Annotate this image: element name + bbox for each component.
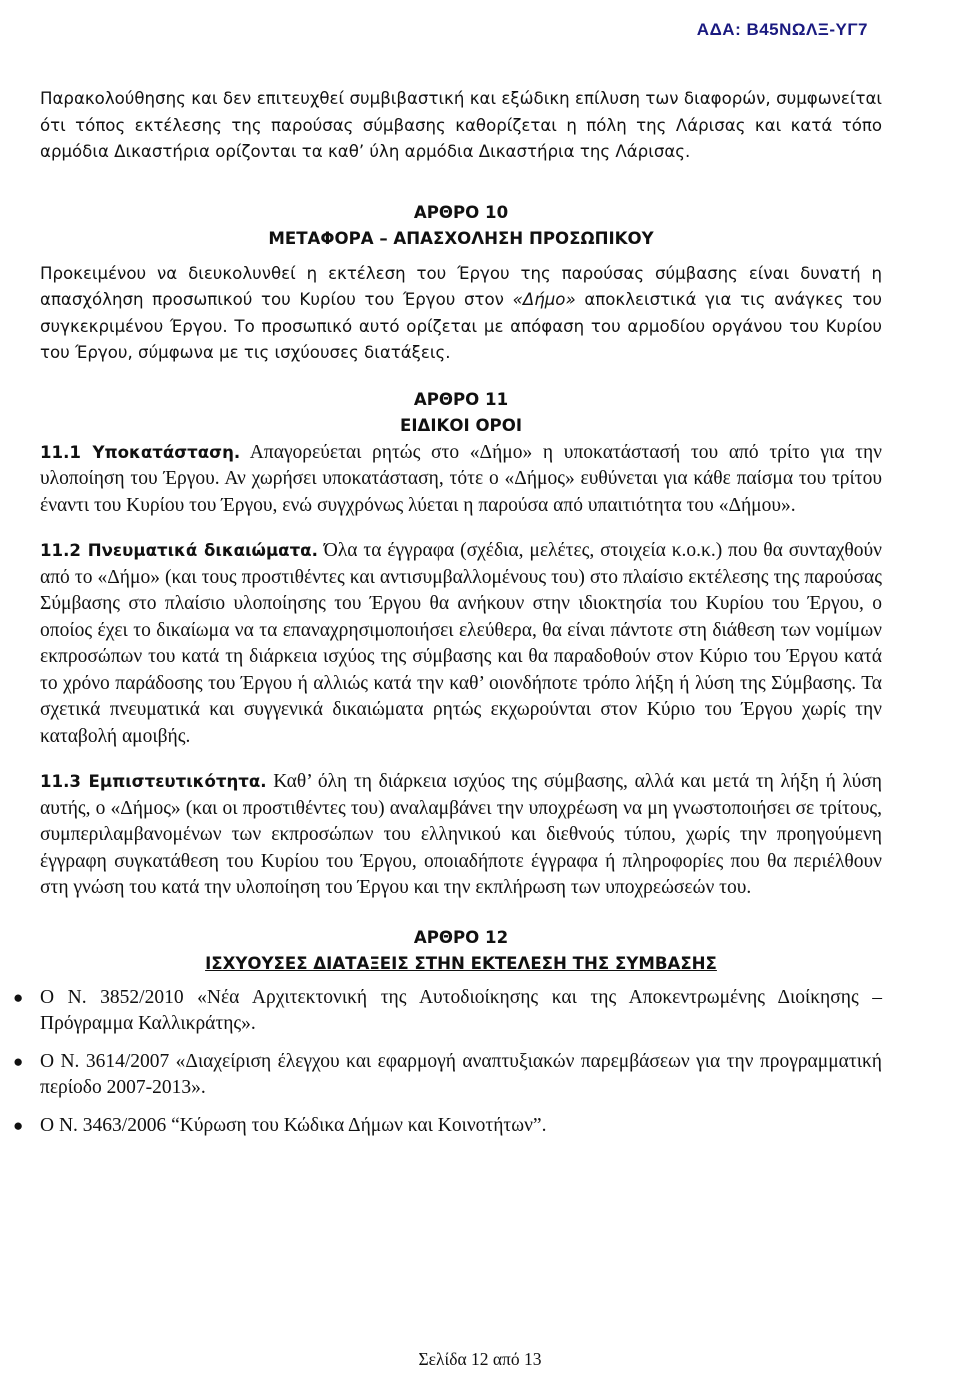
bullet-icon: ● bbox=[13, 987, 24, 1007]
intro-paragraph: Παρακολούθησης και δεν επιτευχθεί συμβιβαστική και εξώδικη επίλυση των διαφορών, συμφωνείται ότι τόπος εκτέλεσης της παρούσας σύμβασης καθορίζεται η πόλη της Λάρισας και κατά τόπο αρμόδια Δικαστήρια ορίζονται τα καθ’ ύλη αρμόδια Δικαστήρια της Λάρισας. bbox=[40, 89, 882, 161]
article-10-text-before: Προκειμένου να διευκολυνθεί η εκτέλεση του Έργου της παρούσας σύμβασης είναι δυνατή η απασχόληση προσωπικού του Κυρίου του Έργου στον bbox=[40, 263, 882, 309]
article-10-text-after: αποκλειστικά για τις ανάγκες του συγκεκριμένου Έργου. Το προσωπικό αυτό ορίζεται με απόφαση του αρμοδίου οργάνου του Κυρίου του Έργου, σύμφωνα με τις ισχύουσες διατάξεις. bbox=[40, 290, 882, 362]
article-10-paragraph bbox=[40, 261, 882, 367]
legislation-list bbox=[13, 985, 882, 1140]
article-12-heading: ΑΡΘΡΟ 12 bbox=[413, 927, 509, 947]
article-11-heading: ΑΡΘΡΟ 11 bbox=[413, 389, 509, 409]
document-body bbox=[13, 86, 882, 1139]
article-11-3-title: 11.3 Εμπιστευτικότητα. bbox=[40, 772, 267, 791]
ada-code: ΑΔΑ: Β45ΝΩΛΞ-ΥΓ7 bbox=[696, 20, 868, 39]
bullet-icon: ● bbox=[13, 1051, 24, 1071]
article-10-subheading: ΜΕΤΑΦΟΡΑ – ΑΠΑΣΧΟΛΗΣΗ ΠΡΟΣΩΠΙΚΟΥ bbox=[268, 229, 654, 248]
article-11-2-title: 11.2 Πνευματικά δικαιώματα. bbox=[40, 541, 318, 560]
article-11-2-text: Όλα τα έγγραφα (σχέδια, μελέτες, στοιχεία κ.ο.κ.) που θα συνταχθούν από το «Δήμο» (και τους προστιθέντες και αντισυμβαλλομένους του) στο πλαίσιο εκτέλεσης της παρούσας Σύμβασης στο πλαίσιο υλοποίησης του Έργου θα ανήκουν στην ιδιοκτησία του Κυρίου του Έργου, ο οποίος έχει το δικαίωμα να τα επαναχρησιμοποιήσει ελεύθερα, θα είναι πάντοτε στη διάθεση των νομίμων εκπροσώπων του κατά τη διάρκεια ισχύος της σύμβασης και θα παραδοθούν στον Κύριο του Έργου κατά το χρόνο παράδοσης του Έργου ή αλλιώς κατά την καθ’ οιονδήποτε τρόπο λήξη ή λύση της Σύμβασης. Τα σχετικά πνευματικά και συγγενικά δικαιώματα ρητώς εκχωρούνται στον Κύριο του Έργου χωρίς την καταβολή αμοιβής. bbox=[40, 540, 882, 747]
article-10-heading: ΑΡΘΡΟ 10 bbox=[413, 202, 509, 222]
legislation-item bbox=[13, 1049, 882, 1102]
legislation-item-text: Ο Ν. 3463/2006 “Κύρωση του Κώδικα Δήμων και Κοινοτήτων”. bbox=[40, 1114, 547, 1136]
article-10-text-italic: «Δήμο» bbox=[512, 290, 576, 309]
legislation-item bbox=[13, 1113, 882, 1140]
legislation-item-text: Ο Ν. 3614/2007 «Διαχείριση έλεγχου και εφαρμογή αναπτυξιακών παρεμβάσεων για την προγραμματική περίοδο 2007-2013». bbox=[40, 1050, 882, 1098]
article-11-subheading: ΕΙΔΙΚΟΙ ΟΡΟΙ bbox=[400, 416, 522, 435]
page-number: Σελίδα 12 από 13 bbox=[418, 1349, 542, 1369]
legislation-item-text: Ο Ν. 3852/2010 «Νέα Αρχιτεκτονική της Αυτοδιοίκησης και της Αποκεντρωμένης Διοίκησης – Πρόγραμμα Καλλικράτης». bbox=[40, 986, 882, 1034]
bullet-icon: ● bbox=[13, 1115, 24, 1135]
article-11-1-text: Απαγορεύεται ρητώς στο «Δήμο» η υποκατάστασή του από τρίτο για την υλοποίηση του Έργου. Αν χωρήσει υποκατάσταση, τότε ο «Δήμος» ευθύνεται για κάθε παίσμα του τρίτου έναντι του Κυρίου του Έργου, ενώ συγχρόνως λύεται η παρούσα από υπαιτιότητα του «Δήμου». bbox=[40, 441, 882, 516]
legislation-item bbox=[13, 985, 882, 1038]
article-11-3-text: Καθ’ όλη τη διάρκεια ισχύος της σύμβασης, αλλά και μετά τη λήξη ή λύση αυτής, ο «Δήμος» (και οι προστιθέντες του) αναλαμβάνει την υποχρέωση να μη γνωστοποιήσει σε τρίτους, συμπεριλαμβανομένων των εκπροσώπων του ελληνικού και διεθνούς τύπου, χωρίς την προηγούμενη έγγραφη συγκατάθεση του Κυρίου του Έργου, οποιαδήποτε έγγραφα ή πληροφορίες που θα περιέλθουν στη γνώση του κατά την υλοποίηση του Έργου και την εκπλήρωση των υποχρεώσεών του. bbox=[40, 771, 882, 898]
article-11-2-paragraph bbox=[40, 538, 882, 750]
article-11-1-paragraph bbox=[40, 440, 882, 520]
article-11-1-title: 11.1 Υποκατάσταση. bbox=[40, 442, 241, 462]
article-12-subheading: ΙΣΧΥΟΥΣΕΣ ΔΙΑΤΑΞΕΙΣ ΣΤΗΝ ΕΚΤΕΛΕΣΗ ΤΗΣ ΣΥΜΒΑΣΗΣ bbox=[205, 954, 717, 973]
article-11-3-paragraph bbox=[40, 769, 882, 902]
